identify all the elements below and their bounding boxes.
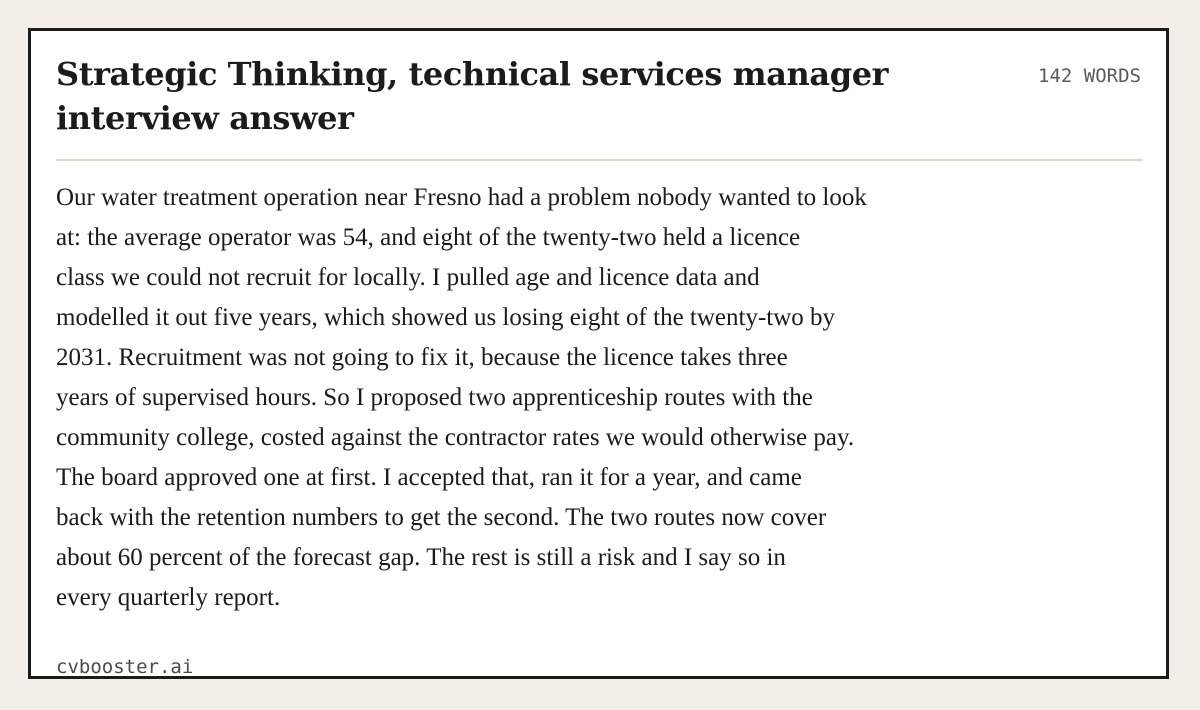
answer-line: community college, costed against the contractor rates we would otherwise pay. bbox=[56, 424, 855, 451]
title-divider bbox=[56, 159, 1142, 161]
answer-body bbox=[56, 178, 1056, 618]
word-count-label: 142 WORDS bbox=[1038, 65, 1141, 87]
answer-line: The board approved one at first. I accepted that, ran it for a year, and came bbox=[56, 464, 802, 491]
answer-line: at: the average operator was 54, and eight of the twenty-two held a licence bbox=[56, 224, 801, 251]
answer-line: Our water treatment operation near Fresno had a problem nobody wanted to look bbox=[56, 184, 867, 211]
answer-line: 2031. Recruitment was not going to fix it, because the licence takes three bbox=[56, 344, 788, 371]
answer-line: back with the retention numbers to get the second. The two routes now cover bbox=[56, 504, 827, 531]
answer-line: class we could not recruit for locally. I pulled age and licence data and bbox=[56, 264, 760, 291]
answer-line: every quarterly report. bbox=[56, 584, 281, 611]
answer-line: years of supervised hours. So I proposed two apprenticeship routes with the bbox=[56, 384, 813, 411]
brand-footer: cvbooster.ai bbox=[56, 656, 194, 678]
page-title: Strategic Thinking, technical services manager interview answer bbox=[56, 55, 889, 137]
answer-line: about 60 percent of the forecast gap. The rest is still a risk and I say so in bbox=[56, 544, 786, 571]
answer-card bbox=[28, 28, 1169, 679]
answer-line: modelled it out five years, which showed us losing eight of the twenty-two by bbox=[56, 304, 836, 331]
